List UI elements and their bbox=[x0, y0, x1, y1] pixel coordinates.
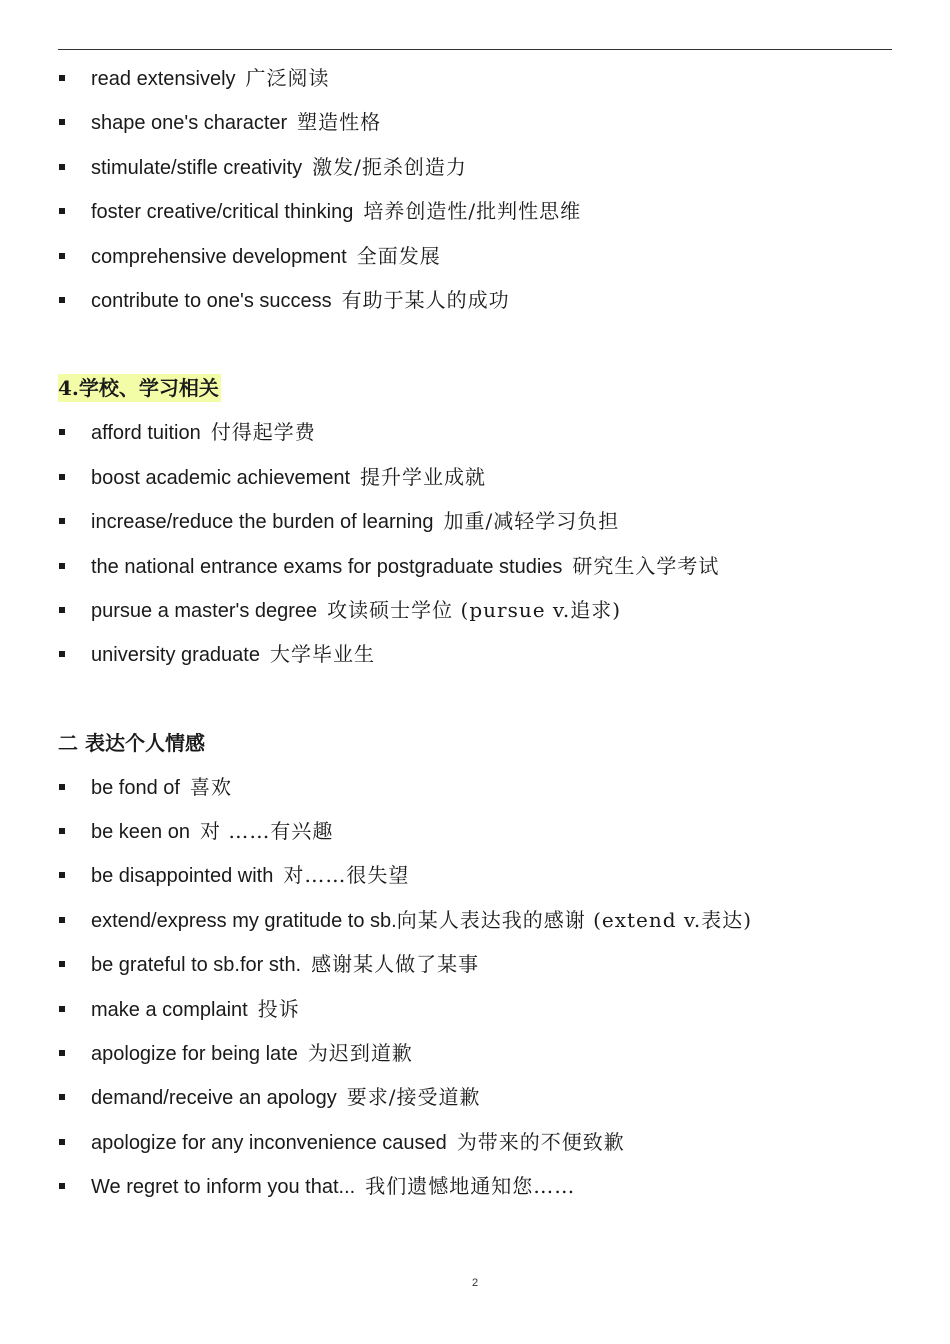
section-spacer bbox=[58, 322, 918, 366]
phrase-en: be fond of bbox=[91, 776, 180, 799]
phrase-en: university graduate bbox=[91, 644, 260, 667]
bullet-icon bbox=[59, 651, 65, 657]
list-item bbox=[58, 100, 918, 144]
bullet-icon bbox=[59, 164, 65, 170]
section-heading-school bbox=[58, 366, 918, 410]
bullet-icon bbox=[59, 1183, 65, 1189]
phrase-en: stimulate/stifle creativity bbox=[91, 156, 303, 179]
phrase-en: be grateful to sb.for sth. bbox=[91, 954, 302, 977]
list-item bbox=[58, 1031, 918, 1075]
phrase-en: We regret to inform you that... bbox=[91, 1176, 356, 1199]
phrase-zh: 要求/接受道歉 bbox=[346, 1085, 481, 1110]
list-item bbox=[58, 853, 918, 897]
page-number: 2 bbox=[471, 1277, 479, 1289]
bullet-icon bbox=[59, 1050, 65, 1056]
phrase-zh: 感谢某人做了某事 bbox=[311, 952, 480, 977]
bullet-icon bbox=[59, 828, 65, 834]
phrase-zh: 投诉 bbox=[257, 996, 300, 1021]
phrase-zh: 喜欢 bbox=[189, 774, 232, 799]
phrase-zh: 有助于某人的成功 bbox=[341, 287, 510, 312]
list-item bbox=[58, 145, 918, 189]
section-spacer bbox=[58, 677, 918, 721]
vocab-list-emotions bbox=[58, 765, 918, 1209]
phrase-en: contribute to one's success bbox=[91, 289, 332, 312]
list-item bbox=[58, 56, 918, 100]
phrase-zh: 为带来的不便致歉 bbox=[456, 1129, 625, 1154]
list-item bbox=[58, 632, 918, 676]
list-item bbox=[58, 1120, 918, 1164]
phrase-zh: 大学毕业生 bbox=[269, 642, 375, 667]
bullet-icon bbox=[59, 917, 65, 923]
list-item bbox=[58, 809, 918, 853]
phrase-en: be disappointed with bbox=[91, 865, 274, 888]
phrase-zh: 付得起学费 bbox=[210, 420, 316, 445]
document-body bbox=[58, 56, 918, 1209]
bullet-icon bbox=[59, 429, 65, 435]
heading-text: 二 表达个人情感 bbox=[58, 730, 205, 755]
phrase-zh: 对……很失望 bbox=[283, 863, 410, 888]
phrase-en: afford tuition bbox=[91, 422, 201, 445]
bullet-icon bbox=[59, 75, 65, 81]
vocab-list-school bbox=[58, 410, 918, 676]
list-item bbox=[58, 1075, 918, 1119]
phrase-zh: 为迟到道歉 bbox=[307, 1041, 413, 1066]
phrase-zh: 我们遗憾地通知您…… bbox=[365, 1174, 576, 1199]
list-item bbox=[58, 588, 918, 632]
bullet-icon bbox=[59, 297, 65, 303]
phrase-en: apologize for being late bbox=[91, 1043, 298, 1066]
phrase-en: read extensively bbox=[91, 68, 236, 90]
vocab-list-personal-development bbox=[58, 56, 918, 322]
phrase-zh: 加重/减轻学习负担 bbox=[443, 509, 620, 534]
phrase-en: shape one's character bbox=[91, 112, 288, 135]
phrase-zh: 提升学业成就 bbox=[360, 464, 487, 489]
phrase-zh: 广泛阅读 bbox=[245, 66, 330, 90]
list-item bbox=[58, 765, 918, 809]
list-item bbox=[58, 189, 918, 233]
list-item bbox=[58, 455, 918, 499]
bullet-icon bbox=[59, 784, 65, 790]
list-item bbox=[58, 278, 918, 322]
list-item bbox=[58, 942, 918, 986]
phrase-zh: 对 ……有兴趣 bbox=[199, 819, 334, 844]
bullet-icon bbox=[59, 1139, 65, 1145]
phrase-en: demand/receive an apology bbox=[91, 1087, 337, 1110]
phrase-zh: 全面发展 bbox=[356, 243, 441, 268]
bullet-icon bbox=[59, 518, 65, 524]
phrase-en: the national entrance exams for postgraduate studies bbox=[91, 555, 563, 578]
phrase-en: foster creative/critical thinking bbox=[91, 201, 354, 224]
list-item bbox=[58, 987, 918, 1031]
phrase-en: pursue a master's degree bbox=[91, 599, 318, 622]
list-item bbox=[58, 898, 918, 942]
phrase-zh: 激发/扼杀创造力 bbox=[312, 154, 467, 179]
phrase-en: boost academic achievement bbox=[91, 466, 351, 489]
bullet-icon bbox=[59, 563, 65, 569]
list-item bbox=[58, 410, 918, 454]
list-item bbox=[58, 234, 918, 278]
phrase-zh: 培养创造性/批判性思维 bbox=[363, 199, 582, 224]
bullet-icon bbox=[59, 1006, 65, 1012]
phrase-zh: 塑造性格 bbox=[297, 110, 382, 135]
phrase-en: increase/reduce the burden of learning bbox=[91, 511, 434, 534]
section-heading-emotions bbox=[58, 721, 918, 765]
bullet-icon bbox=[59, 1094, 65, 1100]
bullet-icon bbox=[59, 961, 65, 967]
phrase-en: make a complaint bbox=[91, 998, 248, 1021]
highlighted-heading-text: 4.学校、学习相关 bbox=[58, 376, 219, 401]
bullet-icon bbox=[59, 607, 65, 613]
bullet-icon bbox=[59, 119, 65, 125]
phrase-en: apologize for any inconvenience caused bbox=[91, 1131, 447, 1154]
bullet-icon bbox=[59, 253, 65, 259]
list-item bbox=[58, 499, 918, 543]
list-item bbox=[58, 544, 918, 588]
list-item bbox=[58, 1164, 918, 1208]
phrase-en: comprehensive development bbox=[91, 245, 347, 268]
bullet-icon bbox=[59, 872, 65, 878]
phrase-en: extend/express my gratitude to sb. bbox=[91, 909, 397, 932]
phrase-zh: 研究生入学考试 bbox=[572, 553, 720, 578]
phrase-zh: 向某人表达我的感谢 (extend v.表达) bbox=[396, 907, 752, 932]
bullet-icon bbox=[59, 474, 65, 480]
phrase-zh: 攻读硕士学位 (pursue v.追求) bbox=[327, 597, 621, 622]
phrase-en: be keen on bbox=[91, 821, 190, 844]
header-rule bbox=[58, 49, 892, 50]
bullet-icon bbox=[59, 208, 65, 214]
